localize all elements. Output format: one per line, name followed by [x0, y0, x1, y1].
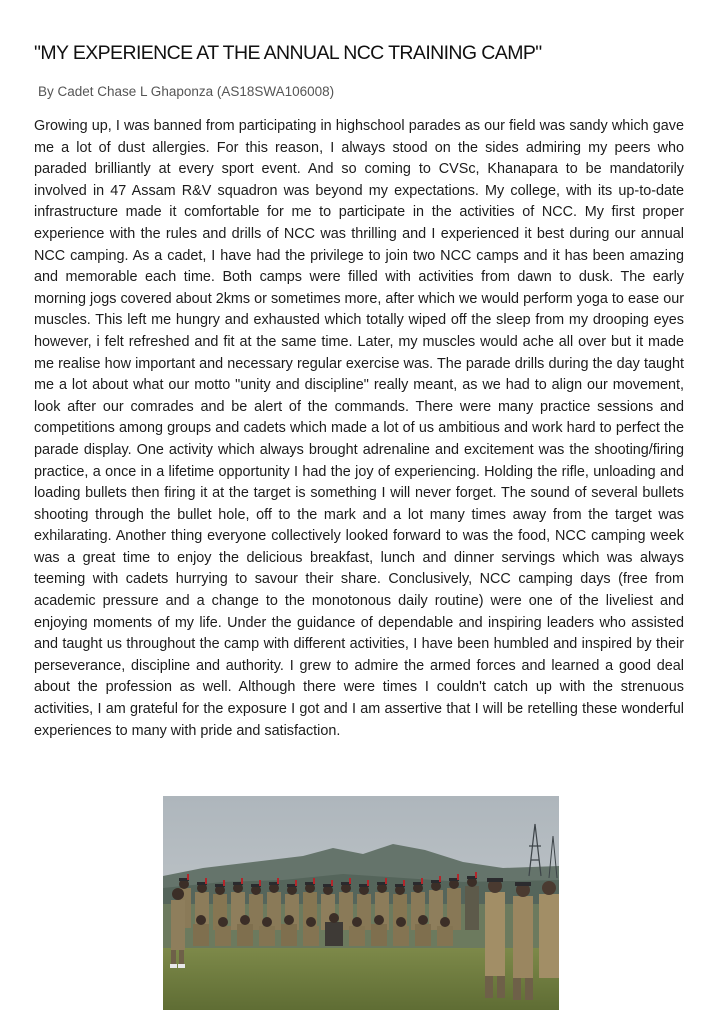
group-photo-icon — [163, 796, 559, 1010]
article-title: "MY EXPERIENCE AT THE ANNUAL NCC TRAINING CAMP" — [34, 42, 542, 64]
article-body: Growing up, I was banned from participating in highschool parades as our field was sandy which gave me a lot of dust allergies. For this reason, I always stood on the sides admiring my peers who paraded brilliantly at every sport event. And so coming to CVSc, Khanapara to be mandatorily involved in 47 Assam R&V squadron was beyond my expectations. My college, with its up-to-date infrastructure made it comfortable for me to participate in the activities of NCC. My first proper experience with the rules and drills of NCC was thrilling and I experienced it best during our annual NCC camping. As a cadet, I have had the privilege to join two NCC camps and it has been amazing and memorable each time. Both camps were filled with activities from dawn to dusk. The early morning jogs covered about 2kms or sometimes more, after which we would perform yoga to ease our muscles. This left me hungry and exhausted which totally wiped off the sleep from my drooping eyes however, i felt refreshed and fit at the same time. Later, my muscles would ache all over but it made me realise how important and necessary regular exercise was. The parade drills during the day taught me a lot about what our motto "unity and discipline" really meant, as we had to align our movement, look after our comrades and be alert of the commands. There were many practice sessions and competitions among groups and cadets which made a lot of us ambitious and work hard to perfect the parade display. One activity which always brought adrenaline and excitement was the shooting/firing practice, a once in a lifetime opportunity I had the joy of experiencing. Holding the rifle, unloading and loading bullets then firing it at the target is something I will never forget. The sound of several bullets shooting through the bullet hole, off to the mark and a lot many times away from the target was exhilarating. Another thing everyone collectively looked forward to was the food, NCC camping week was a great time to enjoy the delicious breakfast, lunch and dinner servings which was always teeming with cadets hurrying to savour their share. Conclusively, NCC camping days (free from academic pressure and a change to the monotonous daily routine) were one of the liveliest and enjoying moments of my life. Under the guidance of dependable and inspiring leaders who assisted and taught us throughout the camp with different activities, I have been humbled and inspired by their perseverance, discipline and authority. I grew to admire the armed forces and learned a good deal about the profession as well. Although there were times I couldn't catch up with the strenuous activities, I am grateful for the exposure I got and I am assertive that I will be retelling these wonderful experiences to many with pride and satisfaction. — [34, 118, 684, 739]
article-byline: By Cadet Chase L Ghaponza (AS18SWA106008) — [38, 84, 335, 99]
group-photo — [163, 796, 559, 1010]
